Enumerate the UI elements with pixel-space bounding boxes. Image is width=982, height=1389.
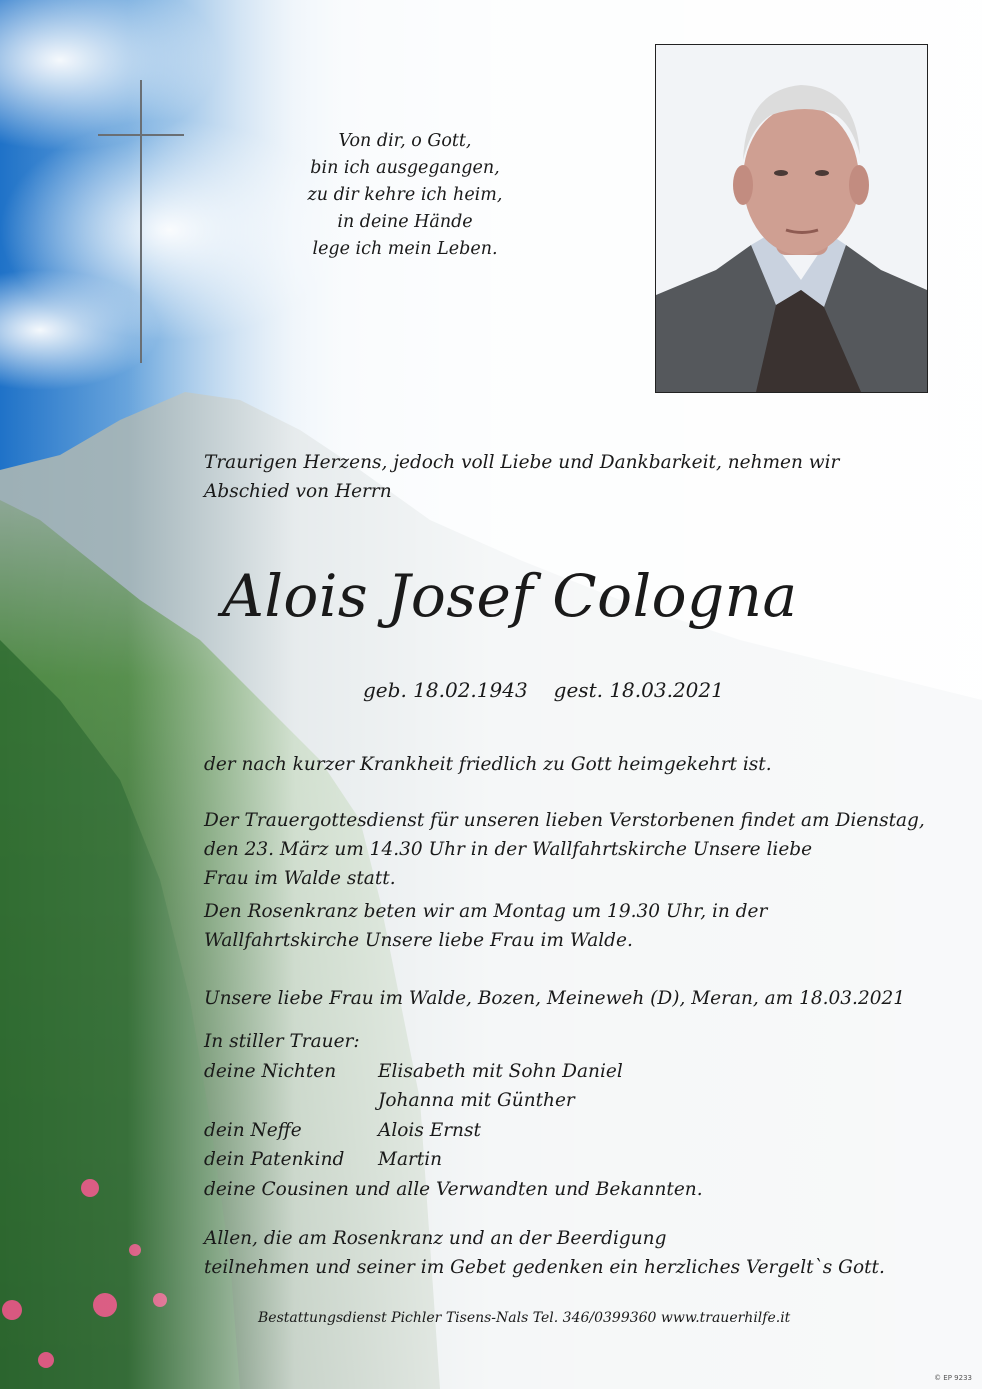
deceased-name: Alois Josef Cologna xyxy=(222,562,798,630)
mourner-row xyxy=(204,1116,703,1146)
verse-line: bin ich ausgegangen, xyxy=(310,158,500,178)
funeral-home-footer: Bestattungsdienst Pichler Tisens-Nals Tel. 346/0399360 www.trauerhilfe.it xyxy=(258,1310,791,1326)
mourner-relation: dein Patenkind xyxy=(204,1149,345,1170)
mourner-names: Elisabeth mit Sohn Daniel xyxy=(378,1060,623,1082)
reference-code: © EP 9233 xyxy=(934,1374,972,1382)
birth-date: geb. 18.02.1943 xyxy=(363,678,528,702)
mourner-relation xyxy=(204,1086,378,1116)
verse-line: lege ich mein Leben. xyxy=(312,239,498,259)
mourner-names: Martin xyxy=(378,1149,443,1170)
text-line: teilnehmen und seiner im Gebet gedenken ein herzliches Vergelt`s Gott. xyxy=(204,1257,885,1278)
mourner-names: Alois Ernst xyxy=(378,1119,481,1141)
text-line: der nach kurzer Krankheit friedlich zu Gott heimgekehrt ist. xyxy=(204,754,772,775)
verse-quote xyxy=(255,128,555,263)
place-date-line xyxy=(204,984,905,1013)
verse-line: in deine Hände xyxy=(337,212,473,232)
mourner-names: Johanna mit Günther xyxy=(378,1090,575,1111)
mourners-closing: deine Cousinen und alle Verwandten und Bekannten. xyxy=(204,1178,703,1200)
mourner-relation: dein Neffe xyxy=(204,1119,302,1141)
text-line: Der Trauergottesdienst für unseren lieben Verstorbenen findet am Dienstag, xyxy=(204,810,925,831)
verse-line: Von dir, o Gott, xyxy=(338,131,472,151)
intro-text: Traurigen Herzens, jedoch voll Liebe und Dankbarkeit, nehmen wir Abschied von Herrn xyxy=(204,452,840,502)
mourner-relation: deine Nichten xyxy=(204,1060,337,1082)
rosary-text xyxy=(204,897,767,955)
death-notice-text xyxy=(204,750,772,779)
text-line: Den Rosenkranz beten wir am Montag um 19.30 Uhr, in der xyxy=(204,901,768,922)
verse-line: zu dir kehre ich heim, xyxy=(307,185,503,205)
cross-vertical-bar xyxy=(140,80,142,363)
funeral-service-text xyxy=(204,806,925,893)
cross-horizontal-bar xyxy=(98,134,184,136)
text-line: den 23. März um 14.30 Uhr in der Wallfahrtskirche Unsere liebe xyxy=(204,839,813,860)
text-line: Unsere liebe Frau im Walde, Bozen, Meineweh (D), Meran, am 18.03.2021 xyxy=(204,988,906,1009)
mourners-heading: In stiller Trauer: xyxy=(204,1031,360,1052)
text-line: Allen, die am Rosenkranz und an der Beerdigung xyxy=(204,1228,667,1249)
text-line: Frau im Walde statt. xyxy=(204,868,396,889)
mourner-row xyxy=(204,1145,703,1175)
thanks-text xyxy=(204,1224,885,1282)
mourner-row xyxy=(204,1057,703,1087)
portrait-photo xyxy=(655,44,928,393)
death-date: gest. 18.03.2021 xyxy=(553,678,724,702)
life-dates xyxy=(363,676,724,704)
text-line: Wallfahrtskirche Unsere liebe Frau im Walde. xyxy=(204,930,633,951)
mourner-row xyxy=(204,1086,703,1116)
mourners-list xyxy=(204,1027,703,1204)
